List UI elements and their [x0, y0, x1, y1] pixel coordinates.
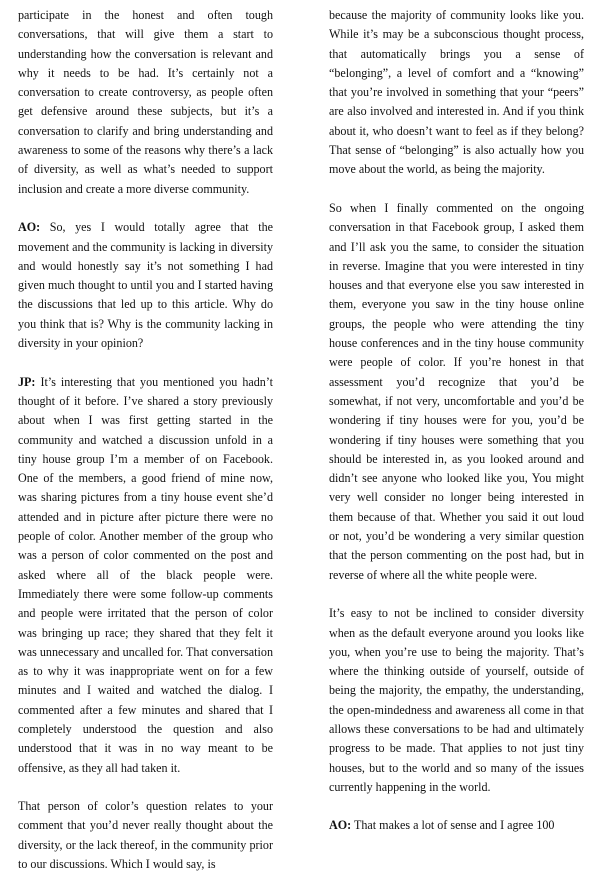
paragraph [329, 199, 584, 585]
paragraph-text: So, yes I would totally agree that the movement and the community is lacking in diversity and would honestly say it’s not something I had given much thought to until you and I started having the discussions that led up to this article. Why do you think that is? Why is the community lacking in diversity in your opinion? [18, 220, 273, 351]
paragraph [18, 797, 273, 874]
paragraph-text: It’s interesting that you mentioned you hadn’t thought of it before. I’ve shared a story previously about when I was first getting started in the community and watched a discussion unfold in a tiny house group I’m a member of on Facebook. One of the members, a good friend of mine now, was sharing pictures from a tiny house event she’d attended and in picture after picture there were no people of color. Another member of the group who was a person of color commented on the post and asked where all of the black people were. Immediately there were some follow-up comments and people were irritated that the person of color was bringing up race; they shared that they felt it was unnecessary and uncalled for. That conversation as to why it was inappropriate went on for a few minutes and I waited and watched the dialog. I commented after a few minutes and shared that I completely understood the question and also understood that it was in no way meant to be offensive, as they all had taken it. [18, 374, 273, 775]
paragraph-text: participate in the honest and often tough conversations, that will give them a start to understanding how the conversation is relevant and why it needs to be had. It’s certainly not a conversation to create controversy, as people often get defensive around these subjects, but it’s a conversation to clarify and bring understanding and awareness to some of the reasons why there’s a lack of diversity, as well as what’s needed to support inclusion and create a more diverse community. [18, 8, 273, 196]
paragraph [329, 604, 584, 797]
paragraph-text: That makes a lot of sense and I agree 100 [351, 818, 555, 833]
right-column [329, 6, 584, 833]
paragraph-text: It’s easy to not be inclined to consider diversity when as the default everyone around you looks like you, when you’re use to being the majority. That’s where the thinking outside of yourself, outside of being the majority, the empathy, the understanding, the open-mindedness and awareness all come in that allows these conversations to be had and ultimately progress to be made. That applies to not just tiny houses, but to the world and so many of the issues currently happening in the world. [329, 606, 584, 794]
paragraph [18, 6, 273, 199]
speaker-label: AO: [18, 220, 41, 235]
left-column [18, 6, 273, 872]
speaker-label: AO: [329, 818, 352, 833]
paragraph [329, 6, 584, 180]
paragraph [329, 816, 584, 835]
paragraph-text: because the majority of community looks like you. While it’s may be a subconscious thought process, that automatically brings you a sense of “belonging”, a level of comfort and a “knowing” that you’re involved in something that your “peers” are also involved and interested in. And if you think about it, who doesn’t want to feel as if they belong? That sense of “belonging” is also actually how you move about the world, as being the majority. [329, 8, 584, 177]
speaker-label: JP: [18, 374, 36, 389]
paragraph-text: So when I finally commented on the ongoing conversation in that Facebook group, I asked them and I’ll ask you the same, to consider the situation in reverse. Imagine that you were interested in tiny houses and that everyone else you saw interested in them, everyone you saw in the tiny house online groups, the people who were attending the tiny house conferences and in the tiny house community were people of color. If you’re honest in that assessment you’d recognize that you’d be somewhat, if not very, uncomfortable and you’d be wondering if tiny houses were for you, you’d be wondering if tiny houses were something that you should be interested in, as you looked around and didn’t see anyone who looked like you, You might very well consider no longer being interested in them because of that. Whether you said it out loud or not, you’d be wondering a very similar question that the person commenting on the post had, but in reverse of where all the white people were. [329, 200, 584, 582]
paragraph-text: That person of color’s question relates to your comment that you’d never really thought about the diversity, or the lack thereof, in the community prior to our discussions. Which I would say, is [18, 799, 273, 872]
paragraph [18, 373, 273, 778]
paragraph [18, 218, 273, 353]
